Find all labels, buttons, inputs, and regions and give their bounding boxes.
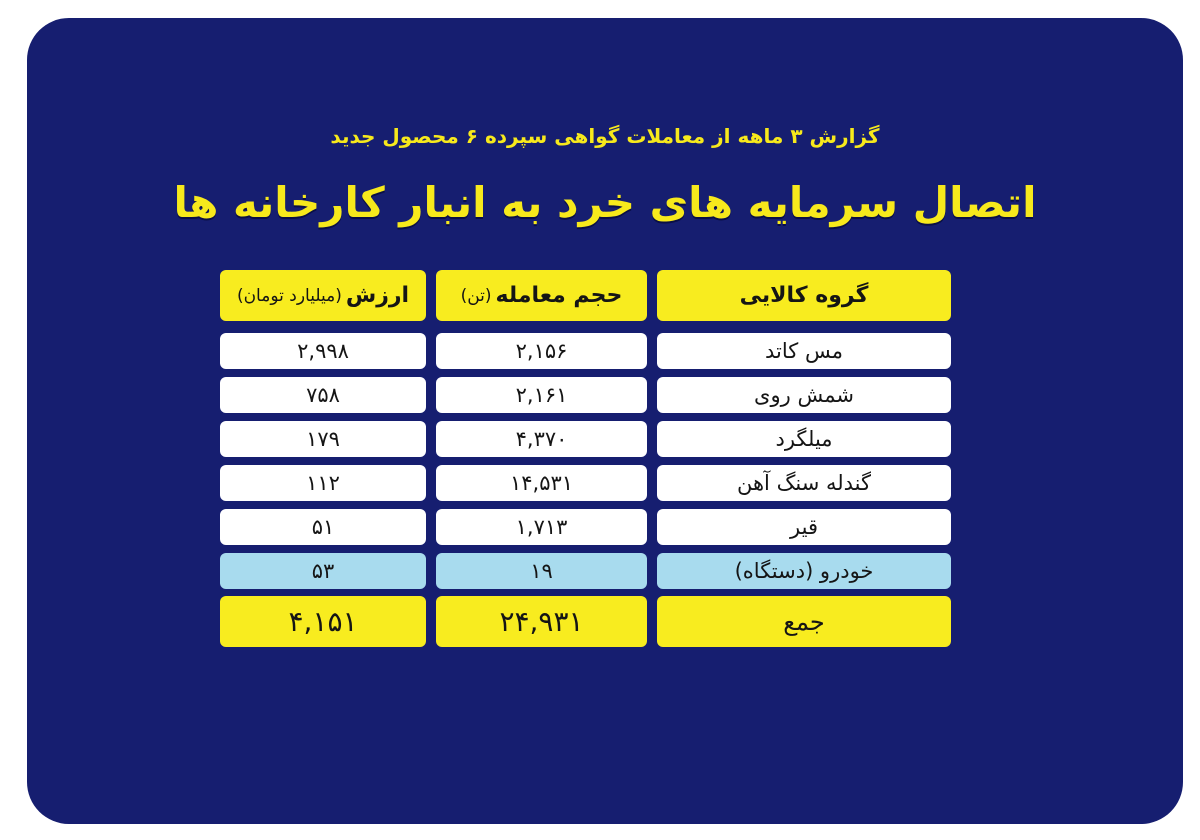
header-volume (436, 270, 647, 321)
header-value (220, 270, 426, 321)
row-1-group: مس کاتد (657, 333, 951, 369)
row-4-volume: ۱۴,۵۳۱ (436, 465, 647, 501)
row-3-volume: ۴,۳۷۰ (436, 421, 647, 457)
row-5-volume: ۱,۷۱۳ (436, 509, 647, 545)
header-volume-label: حجم معامله (495, 283, 623, 308)
row-6-value: ۵۳ (220, 553, 426, 589)
row-4-group: گندله سنگ آهن (657, 465, 951, 501)
row-5-group: قیر (657, 509, 951, 545)
row-6-group: خودرو (دستگاه) (657, 553, 951, 589)
row-2-group: شمش روی (657, 377, 951, 413)
page-title: اتصال سرمایه های خرد به انبار کارخانه ها (173, 178, 1037, 227)
row-1-volume: ۲,۱۵۶ (436, 333, 647, 369)
row-5-value: ۵۱ (220, 509, 426, 545)
total-label: جمع (657, 596, 951, 647)
header-value-unit: (میلیارد تومان) (236, 285, 342, 306)
row-6-volume: ۱۹ (436, 553, 647, 589)
row-3-group: میلگرد (657, 421, 951, 457)
subtitle: گزارش ۳ ماهه از معاملات گواهی سپرده ۶ محصول جدید (330, 124, 880, 148)
row-1-value: ۲,۹۹۸ (220, 333, 426, 369)
total-volume: ۲۴,۹۳۱ (436, 596, 647, 647)
total-value: ۴,۱۵۱ (220, 596, 426, 647)
row-2-volume: ۲,۱۶۱ (436, 377, 647, 413)
header-group (657, 270, 951, 321)
row-2-value: ۷۵۸ (220, 377, 426, 413)
header-group-label: گروه کالایی (739, 283, 869, 308)
row-4-value: ۱۱۲ (220, 465, 426, 501)
commodity-table (27, 18, 1183, 824)
row-3-value: ۱۷۹ (220, 421, 426, 457)
header-value-label: ارزش (345, 283, 410, 308)
header-volume-unit: (تن) (460, 285, 492, 306)
report-card (27, 18, 1183, 824)
